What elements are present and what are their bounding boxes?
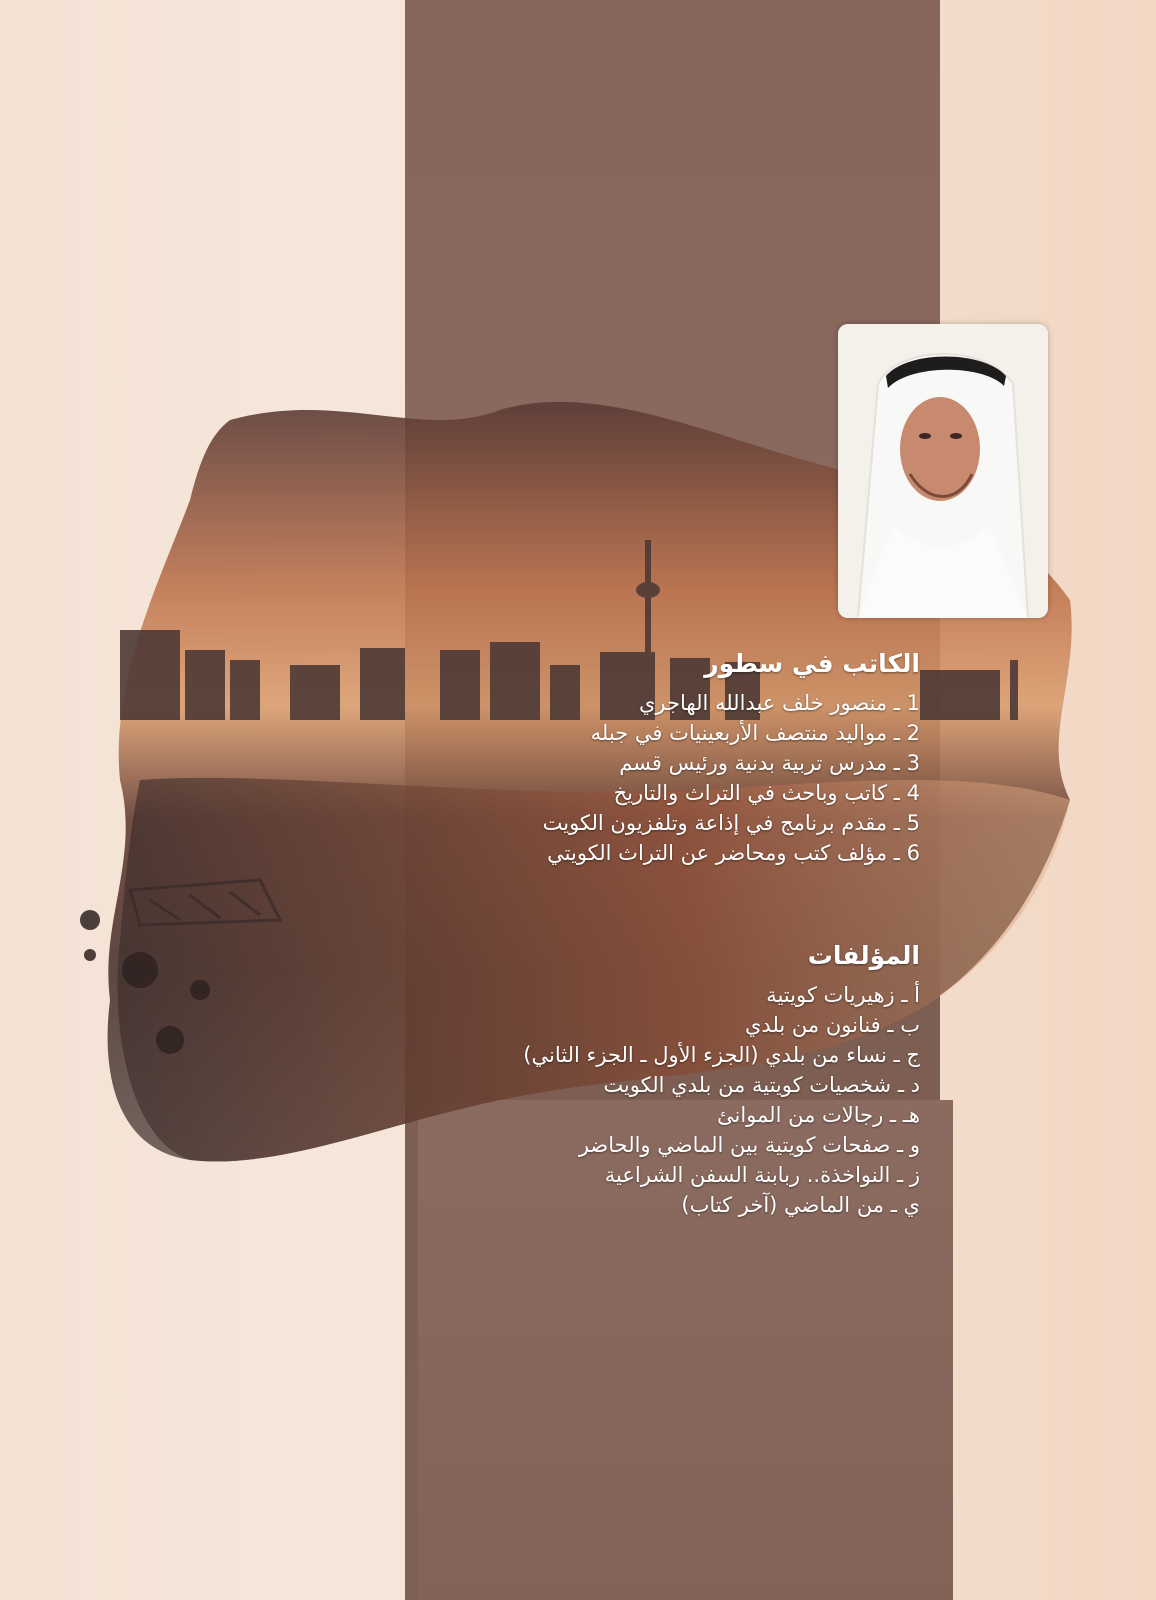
works-item: و ـ صفحات كويتية بين الماضي والحاضر bbox=[578, 1133, 920, 1157]
bio-heading: الكاتب في سطور bbox=[704, 649, 920, 678]
bio-item: 2 ـ مواليد منتصف الأربعينيات في جبله bbox=[590, 721, 920, 745]
author-portrait-illustration bbox=[838, 324, 1048, 618]
works-item: أ ـ زهيريات كويتية bbox=[766, 983, 920, 1007]
works-item: ب ـ فنانون من بلدي bbox=[744, 1013, 920, 1037]
bio-item: 5 ـ مقدم برنامج في إذاعة وتلفزيون الكويت bbox=[542, 811, 920, 835]
bio-section bbox=[420, 646, 920, 868]
works-item: د ـ شخصيات كويتية من بلدي الكويت bbox=[603, 1073, 920, 1097]
works-item: ج ـ نساء من بلدي (الجزء الأول ـ الجزء الثاني) bbox=[523, 1043, 920, 1067]
works-item: ي ـ من الماضي (آخر كتاب) bbox=[681, 1193, 920, 1217]
works-section bbox=[420, 938, 920, 1220]
works-item: هـ ـ رجالات من الموانئ bbox=[717, 1103, 920, 1127]
works-heading: المؤلفات bbox=[807, 941, 920, 970]
bio-item: 6 ـ مؤلف كتب ومحاضر عن التراث الكويتي bbox=[547, 841, 920, 865]
bio-item: 1 ـ منصور خلف عبدالله الهاجري bbox=[638, 691, 920, 715]
bio-item: 3 ـ مدرس تربية بدنية ورئيس قسم bbox=[619, 751, 920, 775]
bio-item: 4 ـ كاتب وباحث في التراث والتاريخ bbox=[613, 781, 920, 805]
works-item: ز ـ النواخذة.. ربابنة السفن الشراعية bbox=[604, 1163, 920, 1187]
author-photo bbox=[838, 324, 1048, 618]
